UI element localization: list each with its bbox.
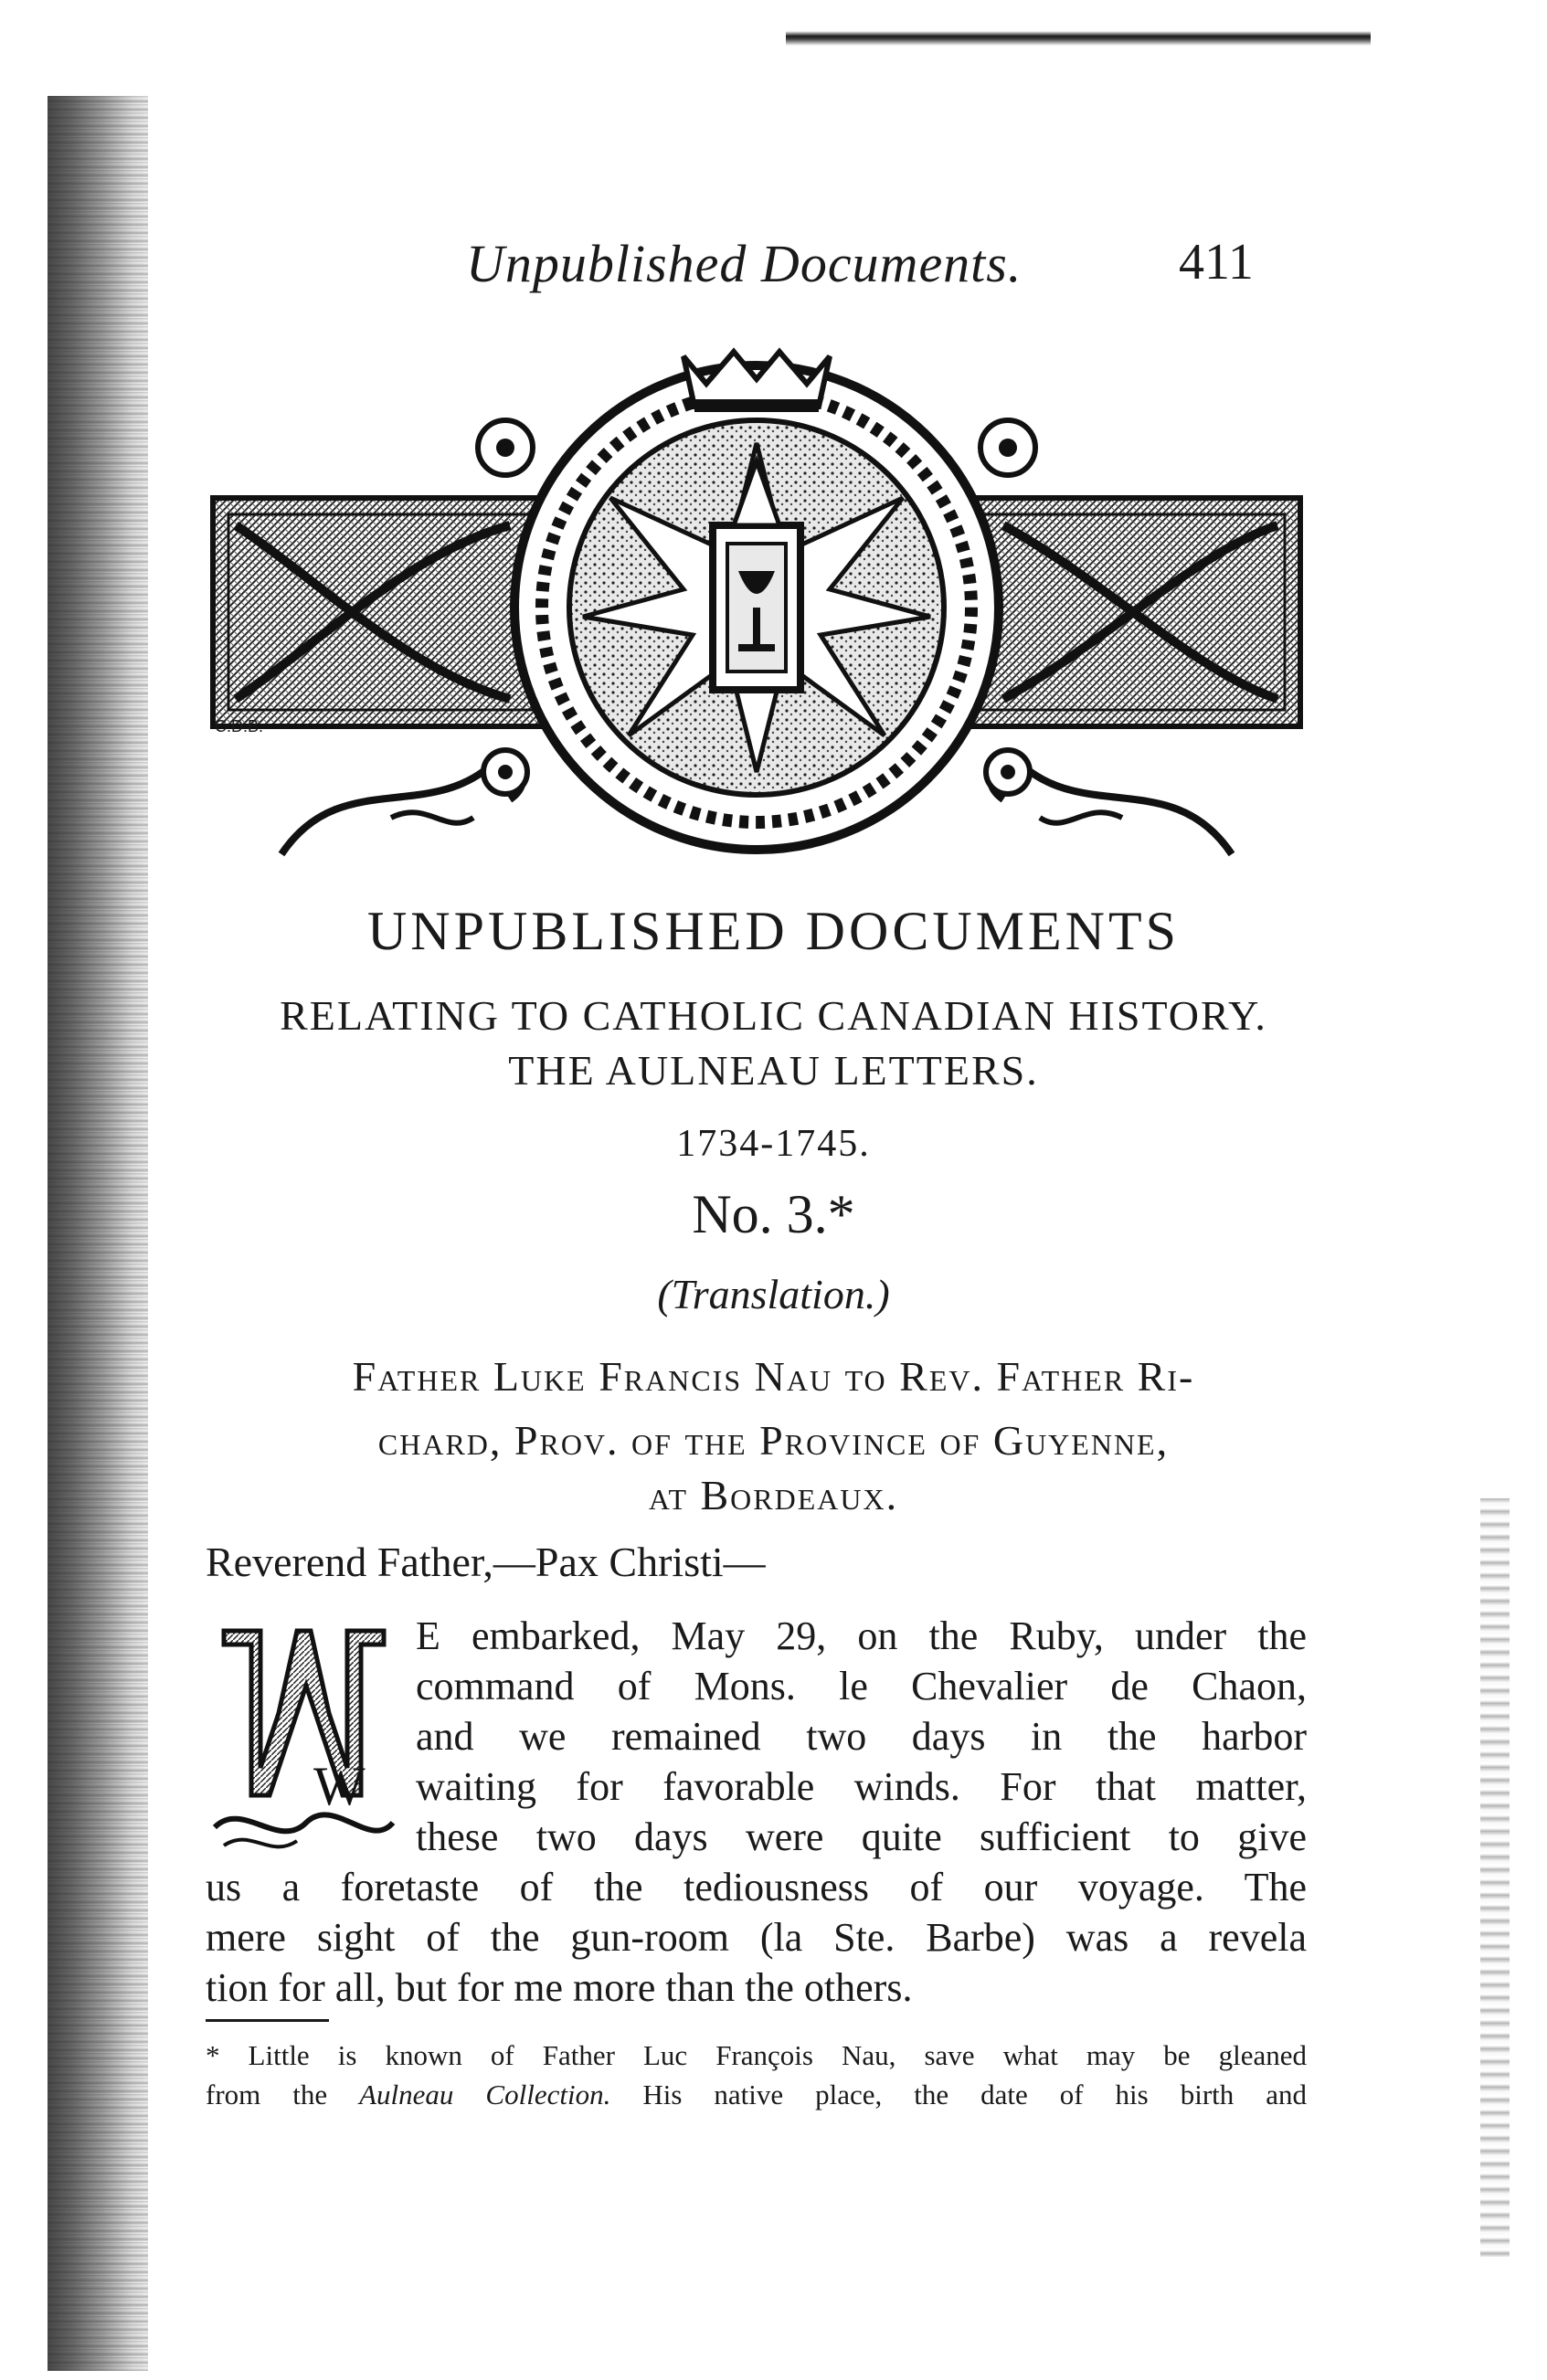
footnote-rest: His native place, the date of his birth and [642, 2079, 1308, 2110]
page-number: 411 [1179, 234, 1254, 291]
drop-cap-letter: W [313, 1756, 366, 1816]
letter-line: mere sight of the gun-room (la Ste. Barbe) was a revela [206, 1915, 1307, 1960]
footnote-line-1: * Little is known of Father Luc François Nau, save what may be gleaned [206, 2039, 1307, 2071]
subtitle-line-1: RELATING TO CATHOLIC CANADIAN HISTORY. [280, 992, 1267, 1039]
right-edge-scan-noise [1480, 1498, 1510, 2257]
letter-line: these two days were quite sufficient to give [416, 1814, 1307, 1859]
footnote-collection-name: Aulneau Collection. [359, 2079, 611, 2110]
letter-line: tion for all, but for me more than the others. [206, 1965, 913, 2010]
engraver-initials: C.D.B. [215, 717, 264, 735]
letter-line: E embarked, May 29, on the Ruby, under the [416, 1613, 1307, 1658]
address-line-1: Father Luke Francis Nau to Rev. Father Ri- [352, 1353, 1195, 1400]
main-title: UNPUBLISHED DOCUMENTS [366, 901, 1181, 961]
running-title: Unpublished Documents. [466, 234, 1023, 293]
top-scan-rule [786, 31, 1371, 46]
letter-line: us a foretaste of the tediousness of our voyage. The [206, 1865, 1307, 1909]
translation-note: (Translation.) [657, 1271, 890, 1317]
footnote-rule [206, 2019, 329, 2022]
letter-line: command of Mons. le Chevalier de Chaon, [416, 1664, 1307, 1708]
footnote-from: from the [206, 2079, 328, 2110]
address-line-3: at Bordeaux. [648, 1472, 899, 1518]
address-line-2: chard, Prov. of the Province of Guyenne, [377, 1417, 1170, 1464]
letter-line: waiting for favorable winds. For that matter, [416, 1764, 1307, 1809]
document-number: No. 3.* [692, 1184, 855, 1244]
ornamental-headpiece [208, 343, 1305, 882]
subtitle-line-2: THE AULNEAU LETTERS. [508, 1047, 1039, 1094]
date-range: 1734-1745. [676, 1123, 871, 1165]
drop-cap-w [206, 1613, 402, 1864]
letter-line: and we remained two days in the harbor [416, 1714, 1307, 1759]
footnote-line-2 [206, 2079, 1307, 2111]
salutation: Reverend Father,—Pax Christi— [206, 1539, 766, 1585]
